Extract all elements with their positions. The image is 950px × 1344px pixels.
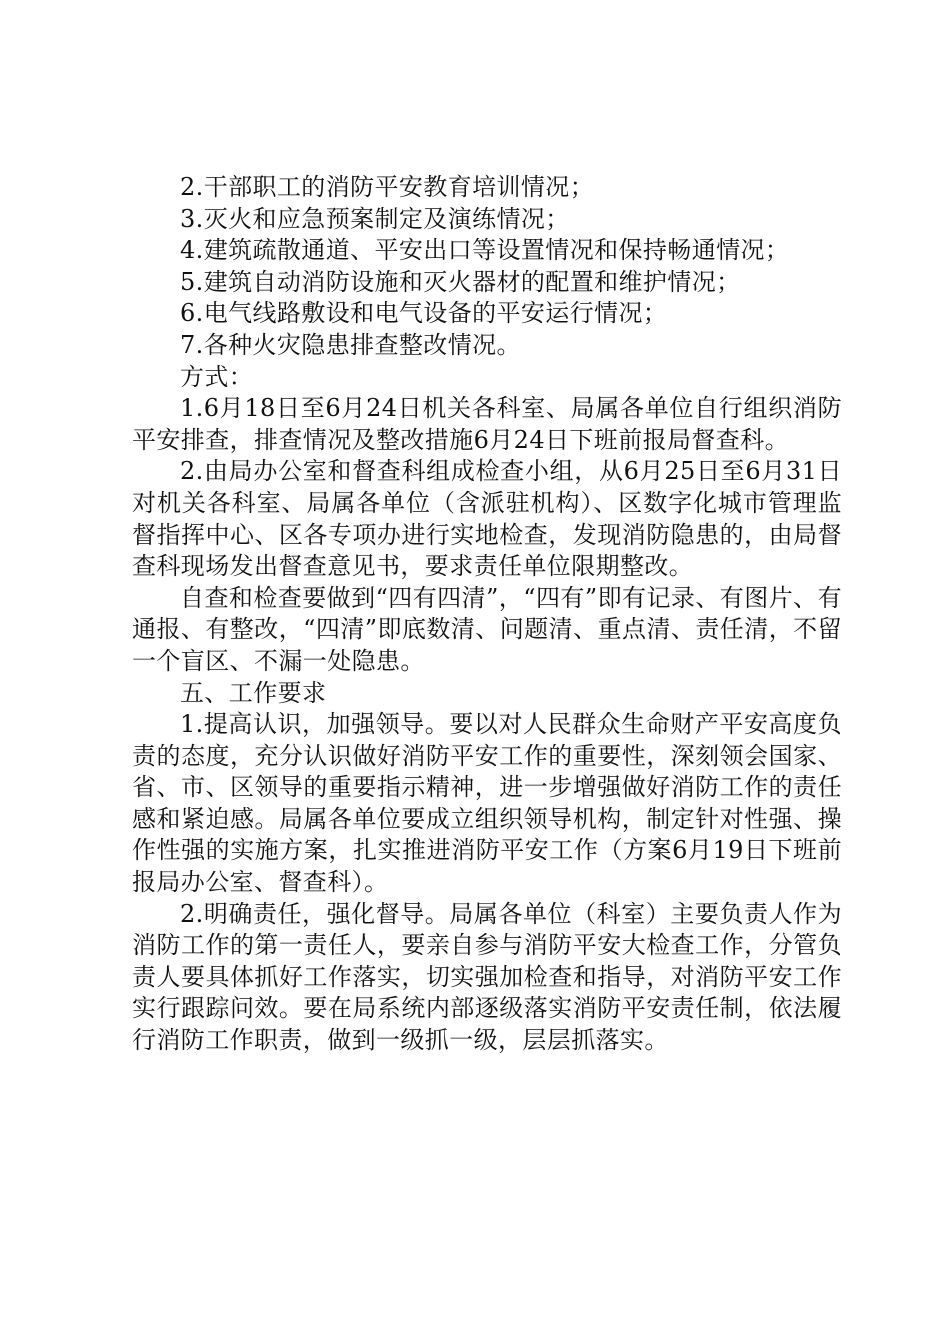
paragraph-item-6-electrical: 6.电气线路敷设和电气设备的平安运行情况； [180, 299, 668, 328]
paragraph-item-3-drills: 3.灭火和应急预案制定及演练情况； [180, 204, 570, 233]
section-heading-requirements: 五、工作要求 [180, 678, 327, 707]
paragraph-item-2-training: 2.干部职工的消防平安教育培训情况； [180, 173, 595, 201]
section-heading-method: 方式： [180, 362, 254, 391]
paragraph-item-5-facilities: 5.建筑自动消防设施和灭火器材的配置和维护情况； [180, 267, 741, 296]
paragraph-item-7-hazards: 7.各种火灾隐患排查整改情况。 [180, 330, 521, 359]
paragraph-method-1: 1.6月18日至6月24日机关各科室、局属各单位自行组织消防平安排查，排查情况及整改措施6月24日下班前报局督查科。 [132, 394, 842, 454]
paragraph-requirement-1: 1.提高认识，加强领导。要以对人民群众生命财产平安高度负责的态度，充分认识做好消防平安工作的重要性，深刻领会国家、省、市、区领导的重要指示精神，进一步增强做好消防工作的责任感和紧迫感。局属各单位要成立组织领导机构，制定针对性强、操作性强的实施方案，扎实推进消防平安工作（方案6月19日下班前报局办公室、督查科）。 [132, 710, 842, 897]
paragraph-item-4-evacuation: 4.建筑疏散通道、平安出口等设置情况和保持畅通情况； [180, 236, 790, 265]
document-body [132, 172, 842, 1057]
paragraph-method-2: 2.由局办公室和督查科组成检查小组，从6月25日至6月31日对机关各科室、局属各单位（含派驻机构）、区数字化城市管理监督指挥中心、区各专项办进行实地检查，发现消防隐患的，由局督查科现场发出督查意见书，要求责任单位限期整改。 [132, 457, 842, 581]
paragraph-requirement-2: 2.明确责任，强化督导。局属各单位（科室）主要负责人作为消防工作的第一责任人，要亲自参与消防平安大检查工作，分管负责人要具体抓好工作落实，切实强加检查和指导，对消防平安工作实行跟踪问效。要在局系统内部逐级落实消防平安责任制，依法履行消防工作职责，做到一级抓一级，层层抓落实。 [132, 899, 842, 1055]
paragraph-four-haves: 自查和检查要做到“四有四清”，“四有”即有记录、有图片、有通报、有整改，“四清”即底数清、问题清、重点清、责任清，不留一个盲区、不漏一处隐患。 [132, 583, 842, 675]
